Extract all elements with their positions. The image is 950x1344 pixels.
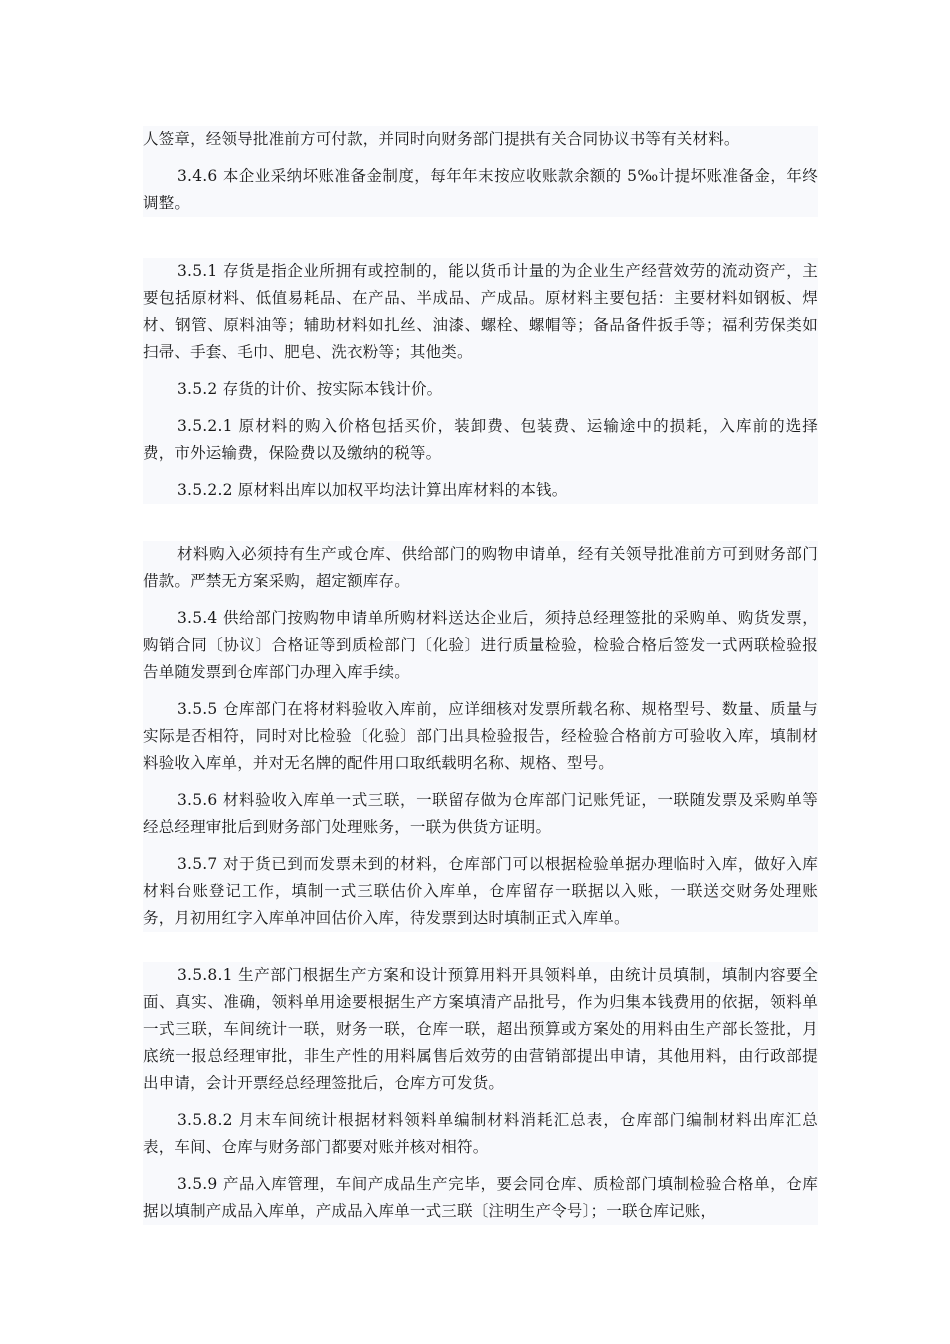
paragraph: 3.5.2.1 原材料的购入价格包括买价，装卸费、包装费、运输途中的损耗，入库前的选择费，市外运输费，保险费以及缴纳的税等。 [143, 417, 818, 462]
paragraph: 3.5.8.1 生产部门根据生产方案和设计预算用料开具领料单，由统计员填制，填制内容要全面、真实、准确，领料单用途要根据生产方案填清产品批号，作为归集本钱费用的依据，领料单一式三联，车间统计一联，财务一联，仓库一联，超出预算或方案处的用料由生产部长签批，月底统一报总经理审批，非生产性的用料属售后效劳的由营销部提出申请，其他用料，由行政部提出申请，会计开票经总经理签批后，仓库方可发货。 [143, 966, 818, 1092]
text-block-2 [143, 258, 818, 504]
paragraph: 人签章，经领导批准前方可付款，并同时向财务部门提拱有关合同协议书等有关材料。 [143, 130, 740, 148]
paragraph: 材料购入必须持有生产或仓库、供给部门的购物申请单，经有关领导批准前方可到财务部门借款。严禁无方案采购，超定额库存。 [143, 545, 818, 590]
paragraph: 3.5.8.2 月末车间统计根据材料领料单编制材料消耗汇总表，仓库部门编制材料出库汇总表，车间、仓库与财务部门都要对账并核对相符。 [143, 1111, 818, 1156]
paragraph: 3.5.2 存货的计价、按实际本钱计价。 [177, 380, 443, 398]
paragraph: 3.5.4 供给部门按购物申请单所购材料送达企业后，须持总经理签批的采购单、购货发票，购销合同〔协议〕合格证等到质检部门〔化验〕进行质量检验，检验合格后签发一式两联检验报告单随发票到仓库部门办理入库手续。 [143, 609, 818, 681]
paragraph: 3.4.6 本企业采纳坏账准备金制度，每年年末按应收账款余额的 5‰计提坏账准备金，年终调整。 [143, 167, 818, 212]
paragraph: 3.5.1 存货是指企业所拥有或控制的，能以货币计量的为企业生产经营效劳的流动资产，主要包括原材料、低值易耗品、在产品、半成品、产成品。原材料主要包括：主要材料如钢板、焊材、钢管、原料油等；辅助材料如扎丝、油漆、螺栓、螺帽等；备品备件扳手等；福利劳保类如扫帚、手套、毛巾、肥皂、洗衣粉等；其他类。 [143, 262, 818, 361]
paragraph: 3.5.6 材料验收入库单一式三联，一联留存做为仓库部门记账凭证，一联随发票及采购单等经总经理审批后到财务部门处理账务，一联为供货方证明。 [143, 791, 818, 836]
paragraph: 3.5.9 产品入库管理，车间产成品生产完毕，要会同仓库、质检部门填制检验合格单，仓库据以填制产成品入库单，产成品入库单一式三联〔注明生产令号〕；一联仓库记账， [143, 1175, 818, 1220]
paragraph: 3.5.5 仓库部门在将材料验收入库前，应详细核对发票所载名称、规格型号、数量、质量与实际是否相符，同时对比检验〔化验〕部门出具检验报告，经检验合格前方可验收入库，填制材料验收入库单，并对无名牌的配件用口取纸载明名称、规格、型号。 [143, 700, 818, 772]
text-block-3 [143, 541, 818, 932]
paragraph: 3.5.7 对于货已到而发票未到的材料，仓库部门可以根据检验单据办理临时入库，做好入库材料台账登记工作，填制一式三联估价入库单，仓库留存一联据以入账，一联送交财务处理账务，月初用红字入库单冲回估价入库，待发票到达时填制正式入库单。 [143, 855, 818, 927]
text-block-1 [143, 126, 818, 217]
text-block-4 [143, 962, 818, 1225]
paragraph: 3.5.2.2 原材料出库以加权平均法计算出库材料的本钱。 [177, 481, 568, 499]
